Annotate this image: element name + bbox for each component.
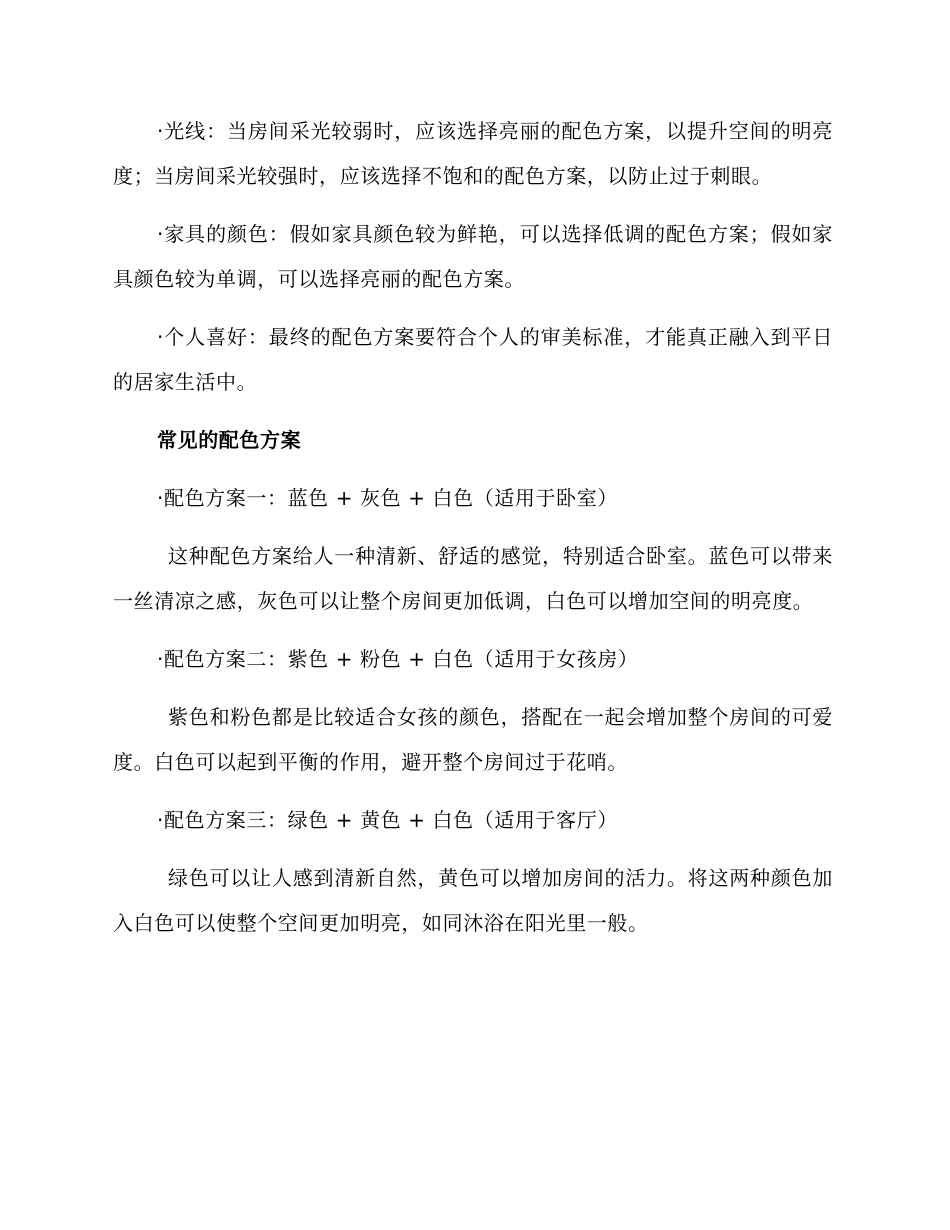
body-paragraph-scheme-three: 绿色可以让人感到清新自然，黄色可以增加房间的活力。将这两种颜色加入白色可以使整个空间更加明亮，如同沐浴在阳光里一般。 [113,866,833,935]
bullet-paragraph-personal-preference [113,315,833,405]
bullet-marker: · [157,808,164,832]
bullet-paragraph-scheme-three [113,798,833,843]
bullet-paragraph-lighting [113,109,833,199]
section-heading: 常见的配色方案 [157,428,302,452]
bullet-marker: · [157,647,164,671]
body-paragraph-scheme-two: 紫色和粉色都是比较适合女孩的颜色，搭配在一起会增加整个房间的可爱度。白色可以起到平衡的作用，避开整个房间过于花哨。 [113,705,833,774]
paragraph-text: 家具的颜色：假如家具颜色较为鲜艳，可以选择低调的配色方案；假如家具颜色较为单调，可以选择亮丽的配色方案。 [113,222,833,291]
bullet-marker: · [157,486,164,510]
bullet-paragraph-furniture-color [113,212,833,302]
bullet-marker: · [157,119,164,143]
bullet-paragraph-scheme-one [113,476,833,521]
bullet-marker: · [157,222,164,246]
paragraph-text: 个人喜好：最终的配色方案要符合个人的审美标准，才能真正融入到平日的居家生活中。 [113,325,833,394]
paragraph-text: 光线：当房间采光较弱时，应该选择亮丽的配色方案，以提升空间的明亮度；当房间采光较强时，应该选择不饱和的配色方案，以防止过于刺眼。 [113,119,833,188]
paragraph-text: 配色方案一：蓝色 + 灰色 + 白色（适用于卧室） [163,486,618,510]
paragraph-text: 配色方案二：紫色 + 粉色 + 白色（适用于女孩房） [163,647,639,671]
bullet-paragraph-scheme-two [113,637,833,682]
body-paragraph-scheme-one: 这种配色方案给人一种清新、舒适的感觉，特别适合卧室。蓝色可以带来一丝清凉之感，灰色可以让整个房间更加低调，白色可以增加空间的明亮度。 [113,544,833,613]
paragraph-text: 配色方案三：绿色 + 黄色 + 白色（适用于客厅） [163,808,618,832]
bullet-marker: · [157,325,164,349]
document-body [113,109,833,959]
